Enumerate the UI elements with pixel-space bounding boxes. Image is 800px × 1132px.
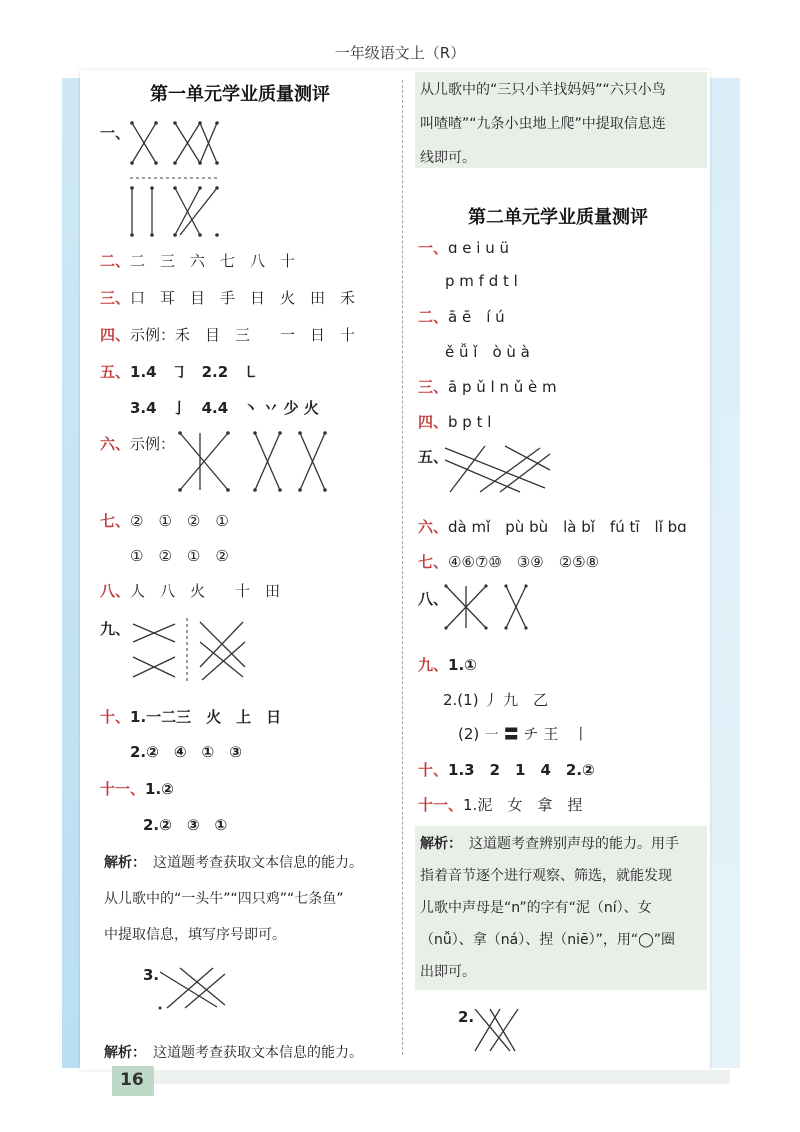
left-q8 [100, 580, 280, 601]
right-q8-matching-lines [440, 580, 540, 635]
left-analysis1-line1 [104, 846, 363, 880]
right-q6-num: 六、 [418, 518, 449, 536]
analysis-text: 这道题考查获取文本信息的能力。 [153, 855, 363, 871]
left-q5-line1: 1.4 ㇆ 2.2 ㇄ [130, 363, 259, 381]
left-q9-matching-lines [125, 612, 255, 687]
footer-band [150, 1070, 730, 1084]
right-q9-line2: 2.(1) 丿 九 乙 [443, 691, 549, 709]
right-analysis-line4: （nǚ）、拿（ná）、捏（niē）”，用“◯”圈 [420, 932, 676, 948]
analysis-label: 解析： [104, 1045, 139, 1061]
right-q1-line1: ɑ e i u ü [448, 239, 510, 257]
right-q5-matching-lines [440, 440, 560, 500]
right-q6-text: dà mǐ pù bù là bǐ fú tī lǐ bɑ [448, 518, 687, 536]
right-q11-num: 十一、 [418, 796, 464, 814]
left-q4-num: 四、 [100, 326, 131, 344]
left-q8-text: 人 八 火 十 田 [130, 582, 281, 600]
left-q5-line2: 3.4 亅 4.4 丶 丷 少 火 [130, 399, 319, 417]
right-q10-num: 十、 [418, 761, 449, 779]
page-edge-right [710, 78, 740, 1068]
right-q10-text: 1.3 2 1 4 2.② [448, 761, 595, 779]
unit2-title: 第二单元学业质量测评 [468, 207, 648, 228]
left-analysis1-line3: 中提取信息，填写序号即可。 [104, 927, 286, 943]
right-q9-line1: 1.① [448, 656, 477, 674]
analysis-text: 这道题考查辨别声母的能力。用手 [469, 836, 679, 852]
page-header: 一年级语文上（R） [334, 44, 466, 62]
right-q9 [418, 654, 477, 675]
right-q3 [418, 376, 557, 397]
right-q10 [418, 759, 595, 780]
right-q1-num: 一、 [418, 239, 449, 257]
left-q3 [100, 287, 355, 308]
left-q11-num: 十一、 [100, 780, 146, 798]
left-analysis2 [104, 1036, 363, 1070]
right-q1 [418, 237, 509, 258]
right-q7 [418, 551, 599, 572]
right-q1-line2: p m f d t l [445, 272, 518, 290]
column-divider [402, 80, 403, 1055]
analysis-label: 解析： [104, 855, 139, 871]
right-q7-num: 七、 [418, 553, 449, 571]
right-q4 [418, 411, 491, 432]
right-q7-text: ④⑥⑦⑩ ③⑨ ②⑤⑧ [448, 553, 600, 571]
left-analysis1-line2: 从儿歌中的“一头牛”“四只鸡”“七条鱼” [104, 891, 344, 907]
right-q2 [418, 306, 505, 327]
left-q11-line2: 2.② ③ ① [143, 816, 228, 834]
left-q2 [100, 250, 295, 271]
right-q2-num: 二、 [418, 308, 449, 326]
left-q10-line2: 2.② ④ ① ③ [130, 743, 242, 761]
left-q1-num: 一、 [100, 124, 131, 142]
left-q2-num: 二、 [100, 252, 131, 270]
left-q6-text: 示例： [130, 435, 176, 453]
left-q9-num: 九、 [100, 620, 131, 638]
right-q11 [418, 794, 582, 815]
page-number: 16 [120, 1070, 144, 1090]
left-q1-matching-lines [120, 115, 230, 240]
left-q3-num: 三、 [100, 289, 131, 307]
right-analysis-line1 [420, 827, 679, 861]
left-q10-num: 十、 [100, 708, 131, 726]
right-q6 [418, 516, 687, 537]
right-q4-num: 四、 [418, 413, 449, 431]
unit1-title: 第一单元学业质量测评 [150, 84, 330, 105]
right-q9-num: 九、 [418, 656, 449, 674]
right-q5-num: 五、 [418, 448, 449, 466]
right-top-line2: 叫喳喳”“九条小虫地上爬”中提取信息连 [420, 116, 666, 132]
right-q4-text: b p t l [448, 413, 492, 431]
left-q6 [100, 433, 175, 454]
left-q4-text: 示例：禾 目 三 一 日 十 [130, 326, 356, 344]
right-analysis-line2: 指着音节逐个进行观察、筛选，就能发现 [420, 868, 672, 884]
right-q3-num: 三、 [418, 378, 449, 396]
right-q2-line1: ā ē í ú [448, 308, 505, 326]
left-q10-line1: 1.一二三 火 上 日 [130, 708, 282, 726]
right-analysis-line5: 出即可。 [420, 964, 476, 980]
analysis-label: 解析： [420, 836, 455, 852]
right-q8-num: 八、 [418, 590, 449, 608]
left-q7 [100, 510, 229, 531]
right-item2-label: 2. [458, 1008, 475, 1026]
right-q11-text: 1.泥 女 拿 捏 [463, 796, 583, 814]
left-q3-text: 口 耳 目 手 日 火 田 禾 [130, 289, 356, 307]
left-q2-text: 二 三 六 七 八 十 [130, 252, 296, 270]
left-q7-line2: ① ② ① ② [130, 547, 229, 565]
left-q10 [100, 706, 281, 727]
analysis-text: 这道题考查获取文本信息的能力。 [153, 1045, 363, 1061]
left-q6-num: 六、 [100, 435, 131, 453]
right-q3-text: ā p ǔ l n ǔ è m [448, 378, 557, 396]
left-q11 [100, 778, 174, 799]
left-q8-num: 八、 [100, 582, 131, 600]
right-item2-matching-lines [470, 1005, 530, 1055]
left-item3-label: 3. [143, 966, 160, 984]
right-top-line1: 从儿歌中的“三只小羊找妈妈”“六只小鸟 [420, 82, 666, 98]
left-q7-line1: ② ① ② ① [130, 512, 229, 530]
left-q7-num: 七、 [100, 512, 131, 530]
right-analysis-line3: 儿歌中声母是“n”的字有“泥（ní）、女 [420, 900, 652, 916]
left-item3-matching-lines [155, 960, 235, 1015]
left-q11-line1: 1.② [145, 780, 174, 798]
left-q6-matching-lines [170, 425, 360, 500]
right-q2-line2: ě ǚ ǐ ò ù à [445, 343, 530, 361]
left-q5-num: 五、 [100, 363, 131, 381]
left-q4 [100, 324, 355, 345]
right-top-line3: 线即可。 [420, 150, 476, 166]
left-q5 [100, 361, 258, 382]
right-q9-line3: (2) ㇐ 〓 チ 王 丨 [458, 725, 589, 743]
